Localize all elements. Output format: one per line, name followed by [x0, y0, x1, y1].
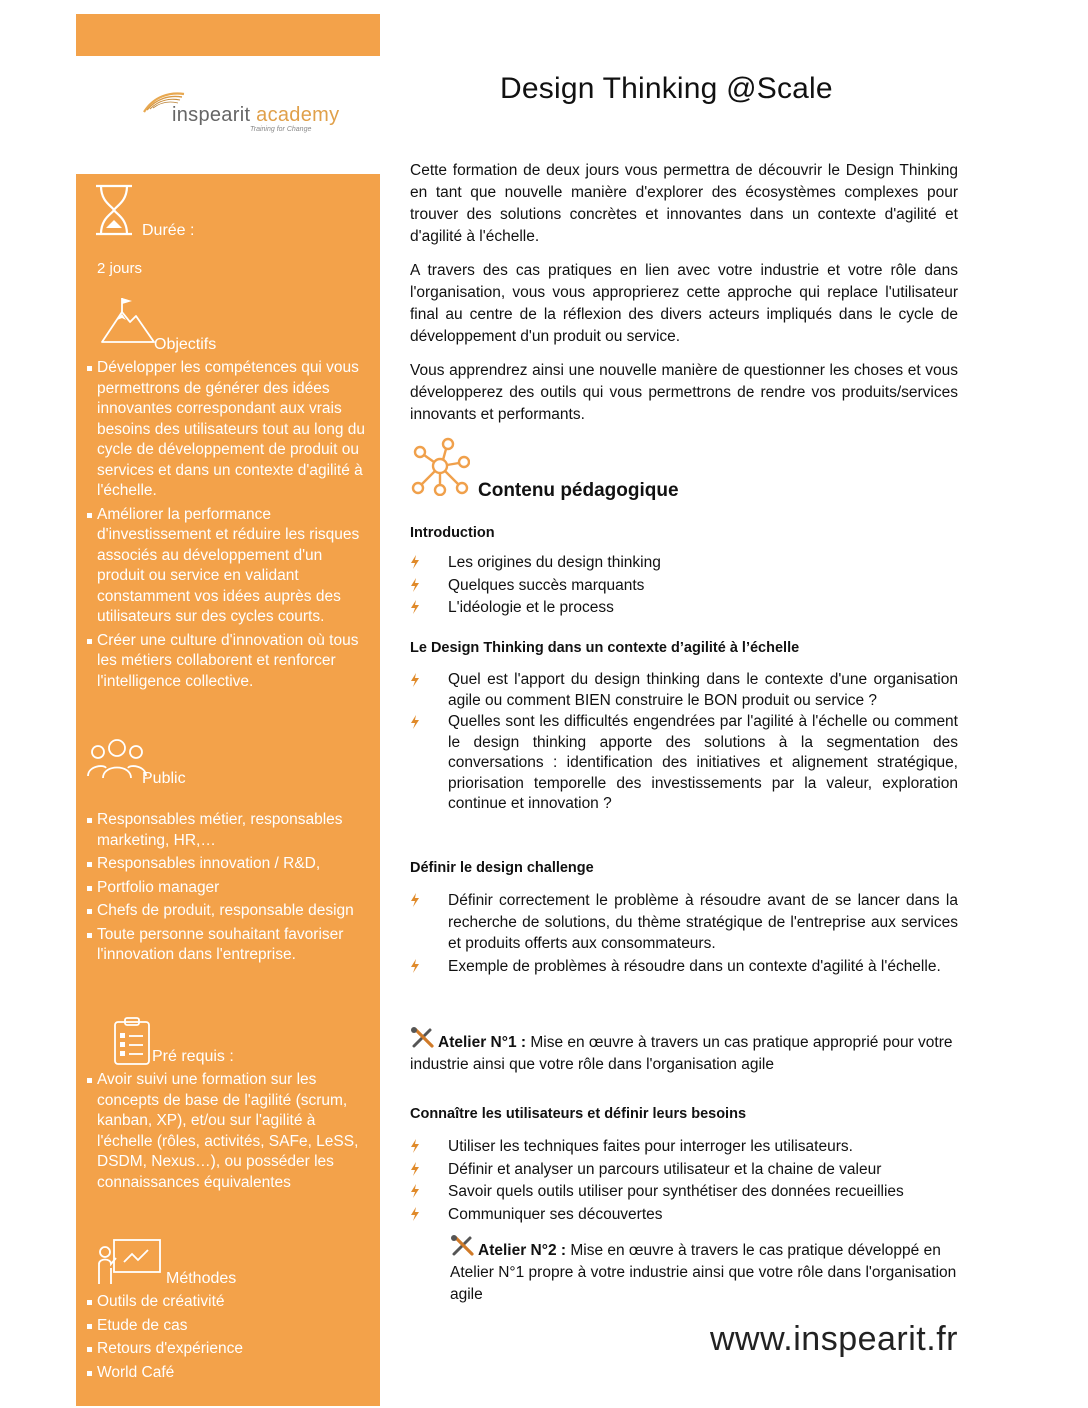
atelier-2-label: Atelier N°2 : [478, 1242, 567, 1259]
brand-logo[interactable] [138, 90, 368, 136]
list-item: Responsables innovation / R&D, [76, 854, 372, 875]
atelier-1-text: Mise en œuvre à travers un cas pratique approprié pour votre industrie ainsi que votre rôle dans l'organisation agile [410, 1034, 953, 1073]
list-item: Quelles sont les difficultés engendrées par l'agilité à l'échelle ou comment le design thinking apporte des solutions à la segmentation des conversations : identification des initiatives et alignement stratégique, priorisation temporelle des investissements par la valeur, exploration continue et innovation ? [410, 712, 958, 815]
list-item: Exemple de problèmes à résoudre dans un contexte d'agilité à l'échelle. [410, 956, 958, 978]
list-item: Etude de cas [76, 1316, 372, 1337]
prerequis-heading: Pré requis : [152, 1048, 234, 1065]
bolt-bullet-icon [410, 1162, 420, 1176]
website-link[interactable]: www.inspearit.fr [710, 1320, 958, 1358]
clipboard-checklist-icon [112, 1016, 152, 1066]
list-item: Quelques succès marquants [410, 575, 958, 597]
intro-paragraph: Vous apprendrez ainsi une nouvelle manière de questionner les choses et vous développerez des outils qui vous permettrons de rendre vos produits/services innovants et performants. [410, 362, 958, 423]
tools-icon [450, 1234, 476, 1258]
intro-paragraph: A travers des cas pratiques en lien avec votre industrie et votre rôle dans l'organisation, vous vous approprierez cette approche qui replace l'utilisateur final au centre de la réflexion des divers acteurs impliqués dans le cycle de développement d'un produit ou service. [410, 262, 958, 345]
atelier-2-text: Mise en œuvre à travers le cas pratique développé en Atelier N°1 propre à votre industrie ainsi que votre rôle dans l'organisation agile [450, 1242, 957, 1303]
bolt-bullet-icon [410, 893, 420, 907]
atelier-1-label: Atelier N°1 : [438, 1034, 527, 1051]
bolt-bullet-icon [410, 673, 420, 687]
atelier-1-block [410, 1026, 960, 1076]
bolt-bullet-icon [410, 578, 420, 592]
bolt-bullet-icon [410, 555, 420, 569]
list-item: World Café [76, 1363, 372, 1384]
list-item: Outils de créativité [76, 1292, 372, 1313]
list-item: Quel est l'apport du design thinking dans le contexte d'une organisation agile ou comment BIEN construire le BON produit ou service ? [410, 670, 958, 711]
public-heading: Public [142, 770, 186, 787]
section-bullet-list [410, 670, 958, 816]
list-item: Définir correctement le problème à résoudre avant de se lancer dans la recherche de solutions, du thème stratégique de l'entreprise aux services et produits offerts aux consommateurs. [410, 890, 958, 955]
duree-heading: Durée : [142, 222, 195, 239]
section-bullet-list [410, 552, 958, 620]
tools-icon [410, 1026, 436, 1050]
methodes-heading: Méthodes [166, 1270, 237, 1287]
objectifs-heading: Objectifs [154, 336, 217, 353]
section-title: Le Design Thinking dans un contexte d’agilité à l’échelle [410, 640, 800, 656]
bolt-bullet-icon [410, 1207, 420, 1221]
section-title: Connaître les utilisateurs et définir leurs besoins [410, 1106, 747, 1122]
prerequis-list [76, 1070, 372, 1196]
bolt-bullet-icon [410, 1139, 420, 1153]
list-item: Communiquer ses découvertes [410, 1204, 958, 1226]
objectifs-list [76, 358, 372, 695]
brand-tagline: Training for Change [250, 126, 312, 133]
list-item: Créer une culture d'innovation où tous les métiers collaborent et renforcer l'intelligence collective. [76, 631, 372, 693]
list-item: Améliorer la performance d'investissement et réduire les risques associés au développement d'un produit ou service en validant constamment vos idées auprès des utilisateurs sur des cycles courts. [76, 505, 372, 628]
info-sidebar [76, 174, 380, 1406]
section-title: Introduction [410, 525, 495, 541]
hourglass-icon [92, 182, 136, 238]
list-item: Savoir quels outils utiliser pour synthétiser des données recueillies [410, 1181, 958, 1203]
section-title: Définir le design challenge [410, 860, 594, 876]
public-list [76, 810, 372, 969]
list-item: L'idéologie et le process [410, 597, 958, 619]
list-item: Avoir suivi une formation sur les concepts de base de l'agilité (scrum, kanban, XP), et/ou sur l'agilité à l'échelle (rôles, activités, SAFe, LeSS, DSDM, Nexus…), ou posséder les connaissances équivalentes [76, 1070, 372, 1193]
list-item: Responsables métier, responsables marketing, HR,… [76, 810, 372, 851]
bolt-bullet-icon [410, 715, 420, 729]
people-group-icon [86, 734, 148, 784]
list-item: Portfolio manager [76, 878, 372, 899]
presentation-board-icon [96, 1238, 162, 1286]
list-item: Toute personne souhaitant favoriser l'innovation dans l'entreprise. [76, 925, 372, 966]
bolt-bullet-icon [410, 1184, 420, 1198]
list-item: Retours d'expérience [76, 1339, 372, 1360]
top-accent-band [76, 14, 380, 56]
atelier-2-block [450, 1234, 960, 1306]
list-item: Chefs de produit, responsable design [76, 901, 372, 922]
section-bullet-list [410, 1136, 958, 1226]
section-bullet-list [410, 890, 958, 978]
methodes-list [76, 1292, 372, 1386]
list-item: Utiliser les techniques faites pour interroger les utilisateurs. [410, 1136, 958, 1158]
intro-paragraph: Cette formation de deux jours vous permettra de découvrir le Design Thinking en tant que nouvelle manière d'explorer des écosystèmes complexes pour trouver des solutions concrètes et innovantes dans un contexte d'agilité et d'agilité à l'échelle. [410, 162, 958, 245]
bolt-bullet-icon [410, 959, 420, 973]
duree-value: 2 jours [97, 260, 143, 277]
list-item: Les origines du design thinking [410, 552, 958, 574]
list-item: Développer les compétences qui vous permettrons de générer des idées innovantes correspondant aux vrais besoins des utilisateurs tout au long du cycle de développement de produit ou services et dans un contexte d'agilité à l'échelle. [76, 358, 372, 502]
page-title: Design Thinking @Scale [500, 72, 833, 105]
list-item: Définir et analyser un parcours utilisateur et la chaine de valeur [410, 1159, 958, 1181]
mountain-flag-icon [100, 296, 156, 344]
bolt-bullet-icon [410, 600, 420, 614]
brand-name: inspearit academy [172, 104, 340, 126]
contenu-heading: Contenu pédagogique [478, 480, 679, 501]
network-nodes-icon [410, 436, 470, 496]
